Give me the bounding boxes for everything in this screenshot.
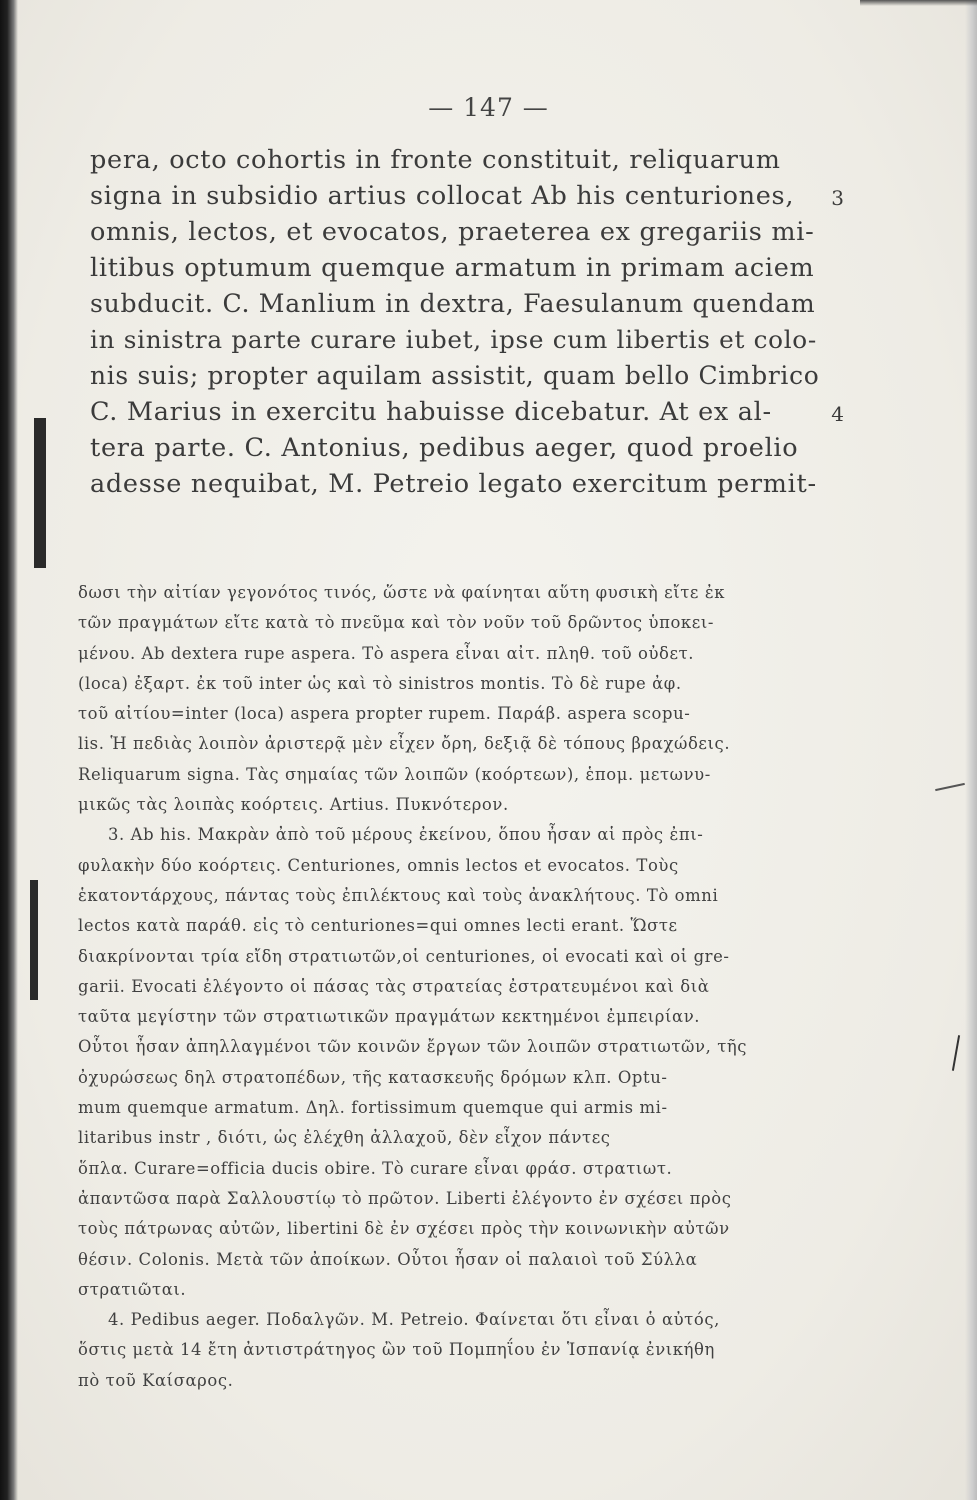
latin-line: adesse nequibat, M. Petreio legato exercitum permit- (90, 469, 817, 499)
note-line: μένου. Ab dextera rupe aspera. Τὸ aspera εἶναι αἰτ. πληθ. τοῦ οὐδετ. (78, 643, 695, 663)
note-line: πὸ τοῦ Καίσαρος. (78, 1370, 234, 1390)
note-line: τοῦ αἰτίου=inter (loca) aspera propter rupem. Παράβ. aspera scopu- (78, 704, 691, 724)
latin-line: subducit. C. Manlium in dextra, Faesulanum quendam (90, 289, 816, 318)
latin-line: litibus optumum quemque armatum in primam aciem (90, 253, 815, 283)
note-line: στρατιῶται. (78, 1279, 187, 1299)
note-line: Οὗτοι ἦσαν ἀπηλλαγμένοι τῶν κοινῶν ἔργων τῶν λοιπῶν στρατιωτῶν, τῆς (78, 1037, 748, 1057)
latin-line: C. Marius in exercitu habuisse dicebatur. At ex al- (90, 397, 772, 427)
note-line: ὀχυρώσεως δηλ στρατοπέδων, τῆς κατασκευῆς δρόμων κλπ. Optu- (78, 1067, 668, 1087)
left-page-edge (0, 0, 18, 1500)
note-line: μικῶς τὰς λοιπὰς κοόρτεις. Artius. Πυκνότερον. (78, 795, 509, 815)
latin-line: pera, octo cohortis in fronte constituit, reliquarum (90, 145, 781, 175)
note-line: (loca) ἐξαρτ. ἐκ τοῦ inter ὡς καὶ τὸ sinistros montis. Τὸ δὲ rupe ἀφ. (78, 673, 682, 693)
note-line: τοὺς πάτρωνας αὐτῶν, libertini δὲ ἐν σχέσει πρὸς τὴν κοινωνικὴν αὐτῶν (78, 1219, 730, 1239)
note-line: ἀπαντῶσα παρὰ Σαλλουστίῳ τὸ πρῶτον. Liberti ἐλέγοντο ἐν σχέσει πρὸς (78, 1188, 732, 1208)
note-line: 4. Pedibus aeger. Ποδαλγῶν. M. Petreio. Φαίνεται ὅτι εἶναι ὁ αὐτός, (108, 1310, 720, 1330)
left-edge-mark (34, 418, 46, 568)
latin-text (90, 142, 820, 502)
page-number: — 147 — (428, 93, 549, 122)
note-line: mum quemque armatum. Δηλ. fortissimum quemque qui armis mi- (78, 1098, 668, 1118)
margin-mark (952, 1035, 960, 1071)
note-line: litaribus instr , διότι, ὡς ἐλέχθη ἀλλαχοῦ, δὲν εἶχον πάντες (78, 1128, 611, 1148)
note-line: φυλακὴν δύο κοόρτεις. Centuriones, omnis lectos et evocatos. Τοὺς (78, 855, 679, 875)
latin-line: tera parte. C. Antonius, pedibus aeger, quod proelio (90, 433, 799, 463)
note-line: lis. Ἡ πεδιὰς λοιπὸν ἀριστερᾷ μὲν εἶχεν ὄρη, δεξιᾷ δὲ τόπους βραχώδεις. (78, 734, 731, 754)
note-line: 3. Ab his. Μακρὰν ἀπὸ τοῦ μέρους ἐκείνου, ὅπου ἦσαν αἱ πρὸς ἐπι- (108, 825, 704, 845)
margin-mark (935, 783, 965, 791)
latin-line: omnis, lectos, et evocatos, praeterea ex gregariis mi- (90, 217, 815, 247)
latin-line: signa in subsidio artius collocat Ab his centuriones, (90, 181, 795, 211)
note-line: ὅστις μετὰ 14 ἔτη ἀντιστράτηγος ὢν τοῦ Πομπηΐου ἐν Ἱσπανίᾳ ἐνικήθη (78, 1340, 715, 1360)
note-line: διακρίνονται τρία εἴδη στρατιωτῶν,οἱ centuriones, οἱ evocati καὶ οἱ gre- (78, 946, 730, 966)
latin-line: in sinistra parte curare iubet, ipse cum libertis et colo- (90, 325, 817, 354)
note-line: garii. Evocati ἐλέγοντο οἱ πάσας τὰς στρατείας ἐστρατευμένοι καὶ διὰ (78, 976, 710, 996)
section-number: 3 (831, 186, 844, 210)
note-line: δωσι τὴν αἰτίαν γεγονότος τινός, ὥστε νὰ φαίνηται αὕτη φυσικὴ εἴτε ἐκ (78, 583, 726, 602)
note-line: τῶν πραγμάτων εἴτε κατὰ τὸ πνεῦμα καὶ τὸν νοῦν τοῦ δρῶντος ὑποκει- (78, 613, 715, 633)
note-line: Reliquarum signa. Τὰς σημαίας τῶν λοιπῶν (κοόρτεων), ἑπομ. μετωνυ- (78, 764, 711, 784)
note-line: ὅπλα. Curare=officia ducis obire. Τὸ curare εἶναι φράσ. στρατιωτ. (78, 1158, 673, 1178)
latin-line: nis suis; propter aquilam assistit, quam bello Cimbrico (90, 361, 820, 390)
section-number: 4 (831, 402, 844, 426)
note-line: lectos κατὰ παράθ. εἰς τὸ centuriones=qui omnes lecti erant. Ὥστε (78, 916, 678, 936)
note-line: θέσιν. Colonis. Μετὰ τῶν ἀποίκων. Οὗτοι ἦσαν οἱ παλαιοὶ τοῦ Σύλλα (78, 1249, 698, 1269)
left-edge-mark (30, 880, 38, 1000)
commentary-notes (78, 578, 813, 1396)
note-line: ταῦτα μεγίστην τῶν στρατιωτικῶν πραγμάτων κεκτημένοι ἐμπειρίαν. (78, 1007, 701, 1027)
right-page-edge (965, 0, 977, 1500)
top-edge-mark (860, 0, 977, 6)
note-line: ἑκατοντάρχους, πάντας τοὺς ἐπιλέκτους καὶ τοὺς ἀνακλήτους. Τὸ omni (78, 885, 719, 905)
